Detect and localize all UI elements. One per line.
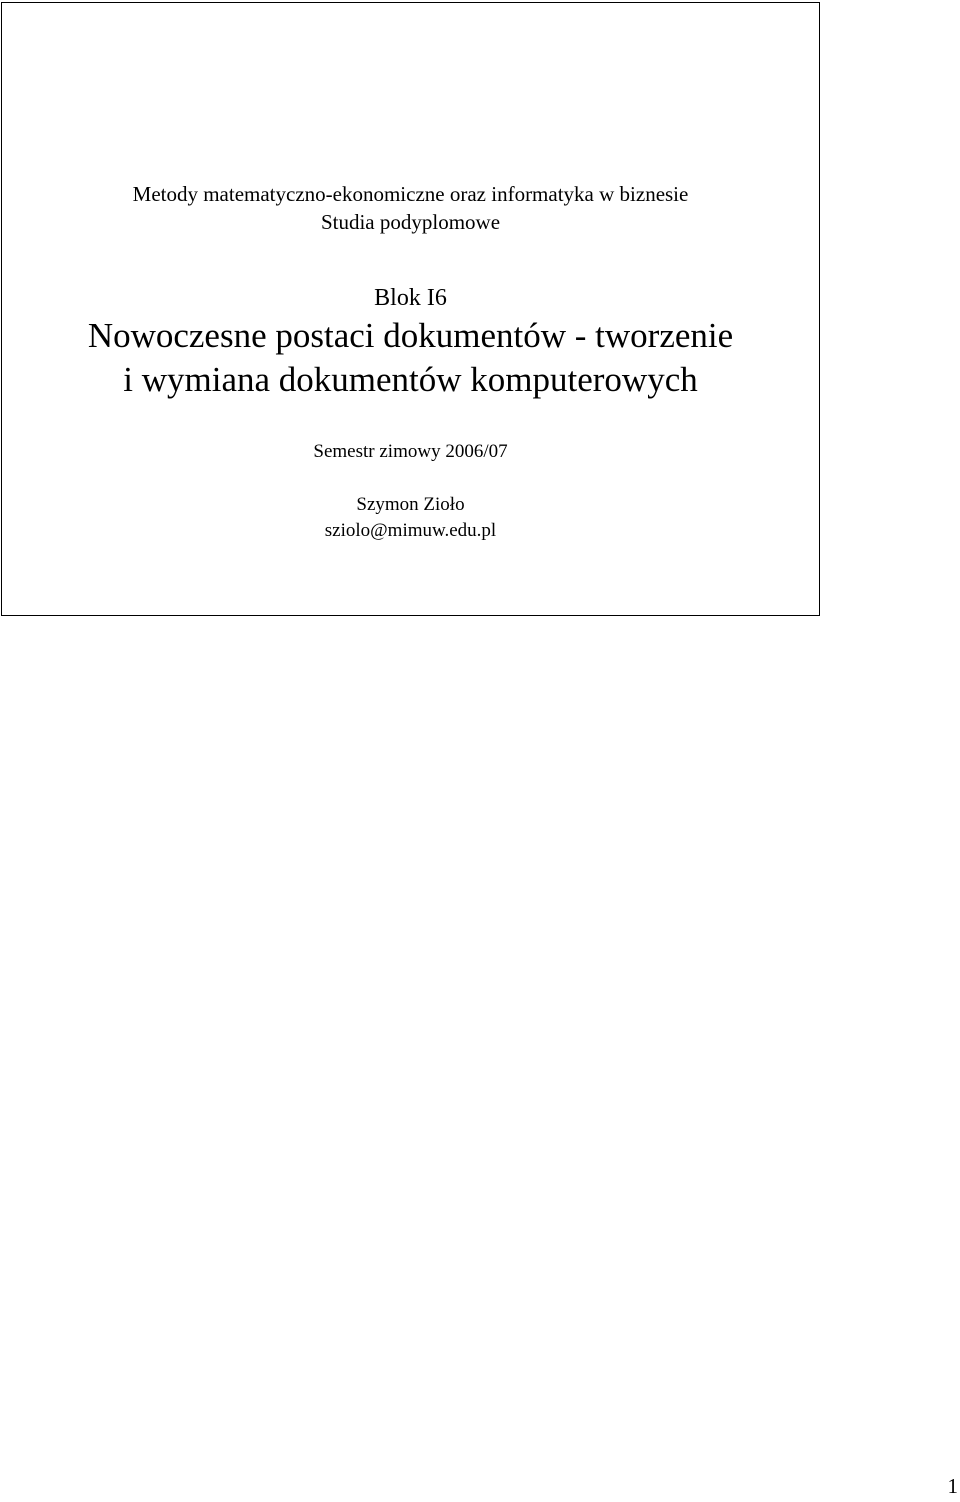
semester-label: Semestr zimowy 2006/07	[313, 441, 508, 462]
slide-title-line-1: Nowoczesne postaci dokumentów - tworzenie	[87, 316, 734, 355]
block-label: Blok I6	[374, 285, 447, 311]
slide-title-line-2: i wymiana dokumentów komputerowych	[123, 360, 698, 399]
page-number: 1	[947, 1474, 958, 1498]
slide-frame	[1, 2, 820, 616]
author-name: Szymon Zioło	[356, 494, 465, 515]
course-name: Metody matematyczno-ekonomiczne oraz informatyka w biznesie	[132, 182, 689, 206]
author-email: sziolo@mimuw.edu.pl	[324, 520, 497, 541]
program-name: Studia podyplomowe	[320, 210, 501, 234]
